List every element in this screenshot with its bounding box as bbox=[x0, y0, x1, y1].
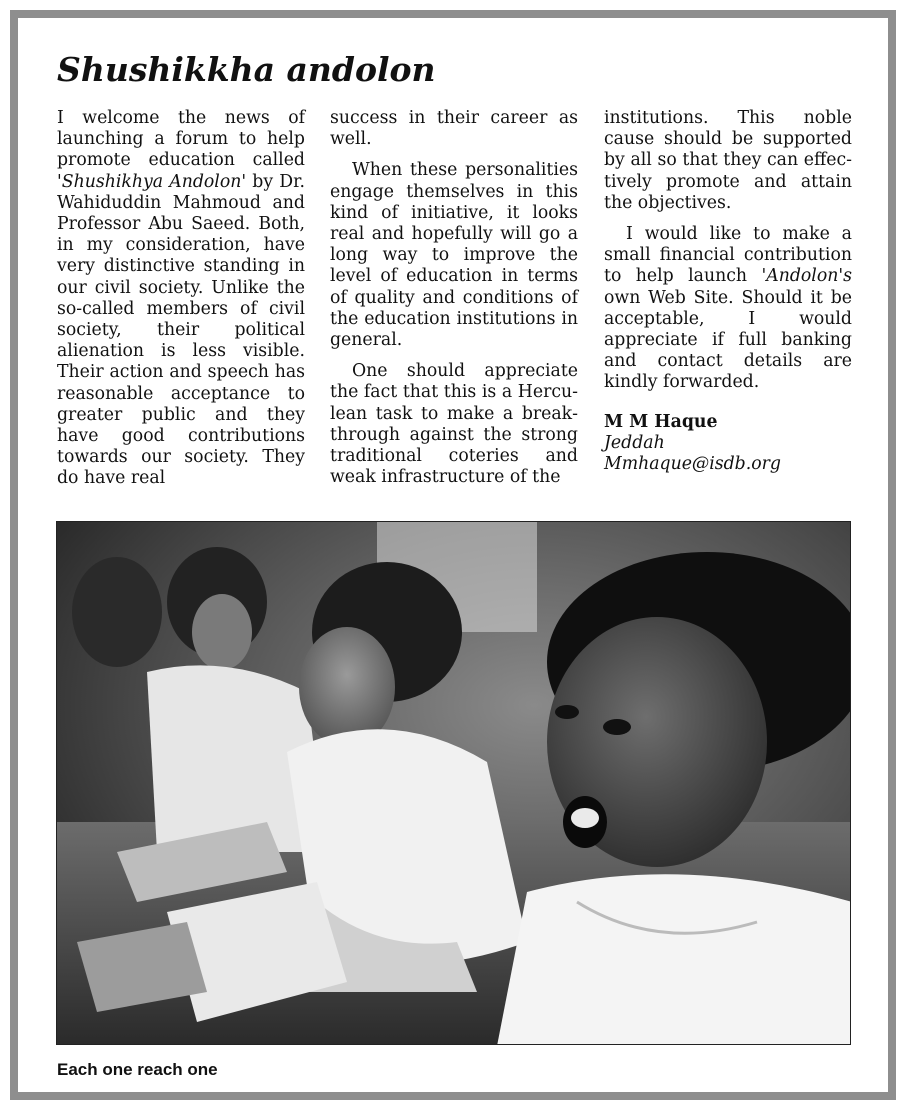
paragraph-text: by Dr. Wahiduddin Mahmoud and Professor Abu Saeed. Both, in my consideration, have very distinctive standing in our civil society. Unlike the so-called members of civil society, their political alienation is less visible. Their action and speech has reasonable acceptance to greater public and they have good contributions towards our society. They do have real bbox=[57, 171, 305, 489]
paragraph bbox=[57, 108, 305, 490]
forum-name: 'Shushikhya Andolon' bbox=[57, 171, 247, 192]
article-title: Shushikkha andolon bbox=[57, 50, 436, 89]
author-email: Mmhaque@isdb.org bbox=[604, 454, 781, 475]
signature-block bbox=[604, 412, 852, 476]
paragraph-text: I welcome the news of launching a forum to help promote education called bbox=[57, 108, 305, 171]
classroom-photo bbox=[56, 521, 851, 1045]
article-column-1 bbox=[57, 108, 305, 490]
author-location: Jeddah bbox=[604, 432, 665, 453]
paragraph: One should appreciate the fact that this is a Herculean task to make a breakthrough against the strong traditional coteries and weak infrastructure of the bbox=[330, 361, 578, 488]
paragraph-text: I would like to make a small financial contribution to help launch bbox=[604, 224, 852, 287]
paragraph: institutions. This noble cause should be supported by all so that they can effectively promote and attain the objectives. bbox=[604, 108, 852, 213]
article-column-3 bbox=[604, 108, 852, 475]
article-column-2 bbox=[330, 108, 578, 488]
paragraph-text: own Web Site. Should it be acceptable, I would appreciate if full banking and contact details are kindly forwarded. bbox=[604, 287, 852, 393]
photo-caption: Each one reach one bbox=[57, 1060, 218, 1079]
web-site-name: 'Andolon's bbox=[761, 266, 852, 287]
paragraph: When these personalities engage themselves in this kind of initiative, it looks real and hopefully will go a long way to improve the level of education in terms of quality and conditions of the education institutions in general. bbox=[330, 160, 578, 351]
classroom-photo-image bbox=[57, 522, 851, 1045]
paragraph: success in their career as well. bbox=[330, 108, 578, 150]
author-name: M M Haque bbox=[604, 411, 718, 432]
paragraph bbox=[604, 224, 852, 394]
